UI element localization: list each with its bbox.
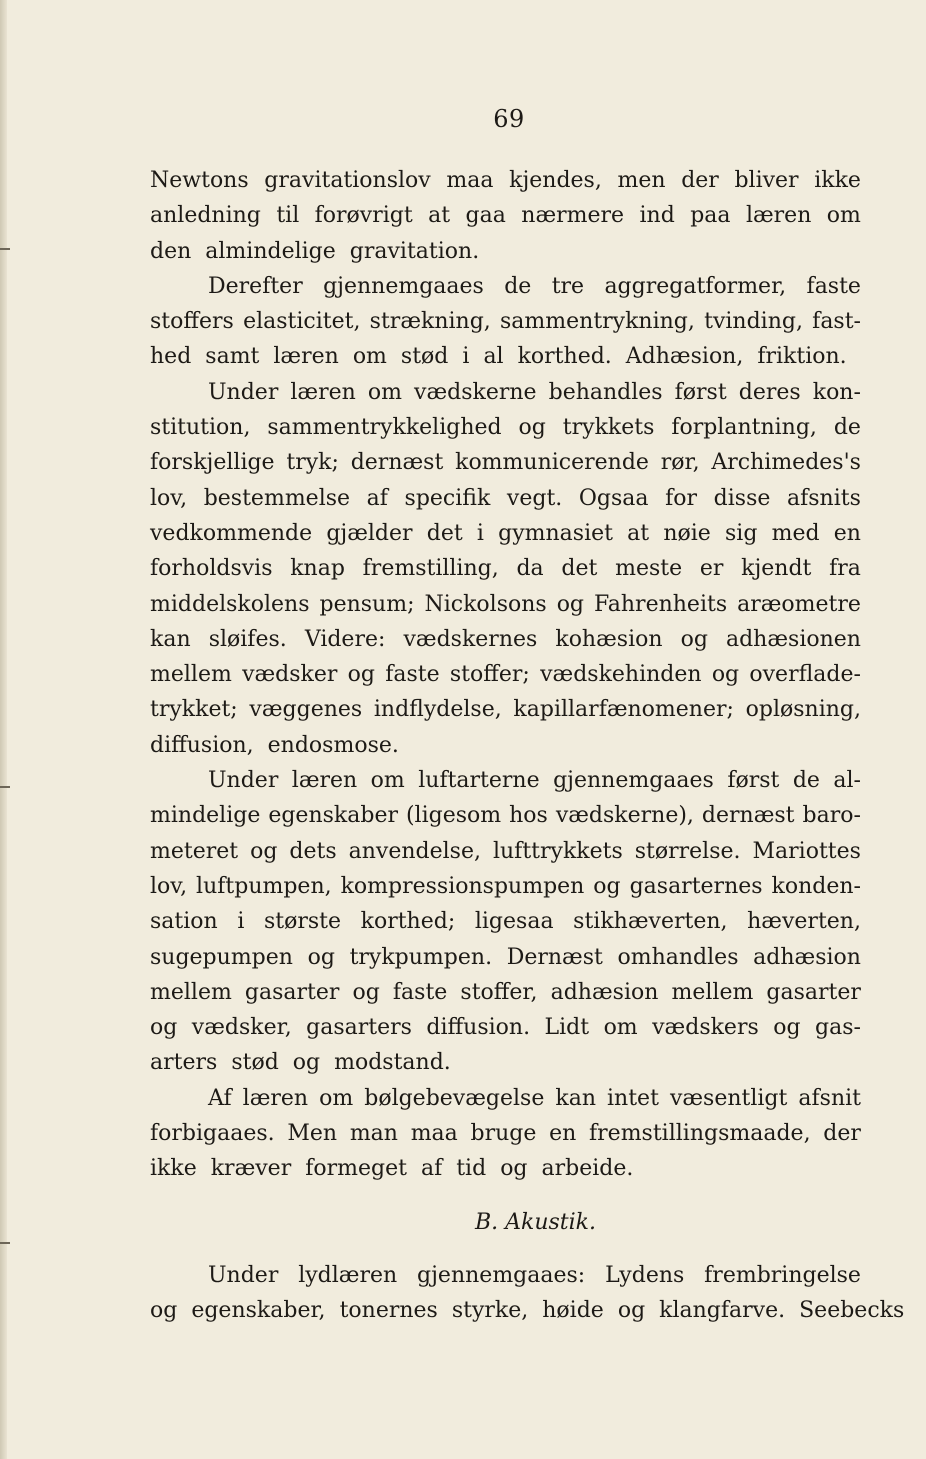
word: al- (833, 768, 861, 794)
text-line (150, 1258, 861, 1293)
word: forøvrigt (314, 203, 413, 229)
word: disse (713, 485, 771, 511)
word: gasarter (244, 979, 340, 1005)
word: først (727, 768, 780, 794)
word: og (593, 873, 621, 899)
word: gas- (815, 1015, 861, 1041)
word: gaa (465, 203, 506, 229)
word: mellem (150, 979, 232, 1005)
word: paa (690, 203, 731, 229)
word: Adhæsion, (625, 344, 744, 370)
word: forplantning, (671, 415, 817, 441)
word: bølgebevægelse (364, 1085, 545, 1111)
word: sammentrykkelighed (267, 415, 502, 441)
word: gasarters (306, 1015, 412, 1041)
word: læren (745, 203, 812, 229)
text-line (150, 904, 861, 939)
word: og (307, 944, 335, 970)
word: tvinding, (704, 309, 803, 335)
word: frembringelse (704, 1262, 861, 1288)
word: og (150, 1297, 178, 1323)
word: trykpumpen. (349, 944, 493, 970)
word: og (292, 1050, 321, 1076)
word: største (263, 909, 342, 935)
word: formeget (305, 1156, 407, 1182)
edge-mark (0, 786, 10, 788)
word: ligesaa (474, 909, 554, 935)
word: opløsning, (745, 697, 861, 723)
text-line (150, 1010, 861, 1045)
text-line (150, 375, 861, 410)
word: overflade- (749, 662, 861, 688)
word: knap (290, 556, 345, 582)
word: Men (287, 1121, 338, 1147)
word: adhæsionen (725, 626, 861, 652)
word: maa (410, 1121, 458, 1147)
word: intet (607, 1085, 659, 1111)
word: pensum; (319, 591, 415, 617)
word: aggregatformer, (604, 273, 787, 299)
text-line (150, 692, 861, 727)
word: og (617, 1297, 646, 1323)
word: væsentligt (669, 1085, 788, 1111)
word: stoffer, (460, 979, 538, 1005)
word: vædsker (242, 662, 338, 688)
word: da (516, 556, 544, 582)
word: om (370, 768, 405, 794)
text-line (150, 940, 861, 975)
word: vedkommende (150, 520, 313, 546)
word: den (150, 238, 192, 264)
word: tid (456, 1156, 487, 1182)
paragraph (150, 763, 861, 1081)
word: læren (290, 379, 356, 405)
word: lufttrykkets (492, 838, 623, 864)
paragraph (150, 375, 861, 763)
paragraph (150, 1081, 861, 1187)
word: kan (555, 1085, 596, 1111)
word: modstand. (334, 1050, 451, 1076)
word: og (347, 662, 375, 688)
word: af (366, 485, 388, 511)
word: Derefter (208, 273, 303, 299)
word: og (556, 591, 585, 617)
word: diffusion. (426, 1015, 531, 1041)
word: vædskers (652, 1015, 759, 1041)
paragraph (150, 163, 861, 269)
text-line (150, 269, 861, 304)
word: specifik (404, 485, 491, 511)
word: kon- (812, 379, 861, 405)
word: og (250, 838, 278, 864)
word: gravitation. (349, 238, 480, 264)
text-line (150, 198, 861, 233)
word: Newtons (150, 168, 249, 193)
section-heading: B. Akustik. (474, 1209, 597, 1235)
word: meteret (150, 838, 239, 864)
text-line (150, 728, 861, 763)
word: Fahrenheits (594, 591, 728, 617)
word: fast- (812, 309, 861, 335)
paragraph (150, 1258, 905, 1329)
word: en (549, 1121, 577, 1147)
edge-mark (0, 248, 10, 250)
word: faste (806, 273, 861, 299)
word: om (826, 203, 861, 229)
word: adhæsion (550, 979, 659, 1005)
word: trykket; (150, 697, 238, 723)
word: Videre: (304, 626, 386, 652)
word: gasarternes (629, 873, 763, 899)
edge-mark (0, 1242, 10, 1244)
word: mellem (671, 979, 754, 1005)
word: at (627, 520, 650, 546)
word: lov, (150, 485, 188, 511)
word: omhandles (617, 944, 739, 970)
word: kohæsion (555, 626, 663, 652)
word: sation (150, 909, 218, 935)
word: at (428, 203, 451, 229)
word: Dernæst (506, 944, 603, 970)
word: stød (231, 1050, 279, 1076)
word: samt (205, 344, 260, 370)
word: og (500, 1156, 528, 1182)
text-line (150, 1116, 861, 1151)
word: kjendt (741, 556, 812, 582)
word: lydlæren (298, 1262, 398, 1288)
word: (ligesom (405, 803, 502, 829)
word: afsnits (787, 485, 861, 511)
word: friktion. (757, 344, 847, 370)
word: gjennemgaaes (323, 273, 484, 299)
word: om (352, 344, 387, 370)
text-line (150, 1151, 861, 1186)
word: styrke, (451, 1297, 529, 1323)
word: i (476, 520, 484, 546)
word: forholdsvis (150, 556, 273, 582)
word: gjælder (326, 520, 413, 546)
word: adhæsion (753, 944, 861, 970)
word: man (349, 1121, 398, 1147)
text-line (150, 1045, 861, 1080)
word: klangfarve. (659, 1297, 786, 1323)
word: sig (725, 520, 758, 546)
word: sløifes. (208, 626, 287, 652)
word: almindelige (205, 238, 336, 264)
word: hos (509, 803, 548, 829)
word: en (833, 520, 861, 546)
word: tryk; (286, 450, 339, 476)
word: de (792, 768, 820, 794)
word: faste (385, 662, 440, 688)
word: fremstilling, (362, 556, 499, 582)
word: og (711, 662, 740, 688)
word: gymnasiet (498, 520, 613, 546)
text-line (150, 587, 861, 622)
word: af (420, 1156, 443, 1182)
word: aræometre (737, 591, 861, 617)
word: diffusion, (150, 732, 254, 758)
word: Seebecks (799, 1297, 905, 1323)
page-number: 69 (493, 105, 525, 133)
word: ikke (150, 1156, 197, 1182)
text-line (150, 975, 861, 1010)
word: afsnit (798, 1085, 861, 1111)
word: kræver (210, 1156, 292, 1182)
text-line (150, 481, 861, 516)
word: læren (242, 1085, 309, 1111)
word: fra (829, 556, 861, 582)
text-body (150, 163, 905, 1328)
paragraphs-container (150, 163, 861, 1187)
word: Af (208, 1085, 232, 1111)
text-line (150, 234, 861, 269)
word: og (518, 415, 546, 441)
word: arters (150, 1050, 218, 1076)
word: om (603, 1015, 638, 1041)
word: Nickolsons (424, 591, 547, 617)
word: tre (551, 273, 585, 299)
word: fremstillingsmaade, (589, 1121, 811, 1147)
word: de (833, 415, 861, 441)
text-line (150, 1293, 905, 1328)
word: sugepumpen (150, 944, 293, 970)
word: behandles (548, 379, 663, 405)
word: forbigaaes. (150, 1121, 275, 1147)
word: i (237, 909, 245, 935)
word: de (504, 273, 532, 299)
word: korthed. (517, 344, 612, 370)
word: Under (208, 1262, 279, 1288)
word: faste (392, 979, 448, 1005)
word: er (699, 556, 724, 582)
text-line (150, 304, 861, 339)
word: til (276, 203, 300, 229)
word: Ogsaa (578, 485, 649, 511)
word: kapillarfænomener; (513, 697, 734, 723)
word: bruge (470, 1121, 537, 1147)
word: dets (289, 838, 337, 864)
word: gjennemgaaes: (417, 1262, 586, 1288)
word: størrelse. (634, 838, 741, 864)
word: stød (400, 344, 449, 370)
word: Archimedes's (711, 450, 861, 476)
word: stoffers (150, 309, 234, 335)
section-paragraph-container (150, 1258, 905, 1329)
word: meste (615, 556, 683, 582)
word: gjennemgaaes (553, 768, 714, 794)
word: ind (639, 203, 675, 229)
word: luftarterne (418, 768, 540, 794)
word: baro- (802, 803, 861, 829)
word: det (426, 520, 463, 546)
word: anvendelse, (348, 838, 481, 864)
word: vædskerne (414, 379, 537, 405)
word: kjendes, (509, 168, 602, 193)
word: trykkets (562, 415, 655, 441)
word: middelskolens (150, 591, 310, 617)
word: først (674, 379, 727, 405)
word: egenskaber (268, 803, 398, 829)
text-line (150, 445, 861, 480)
word: kan (150, 626, 191, 652)
word: sammentrykning, (500, 309, 695, 335)
word: kommunicerende (455, 450, 649, 476)
word: nøie (663, 520, 711, 546)
word: hed (150, 344, 192, 370)
word: mindelige (150, 803, 261, 829)
word: gravitationslov (264, 168, 431, 193)
word: og (773, 1015, 801, 1041)
word: indflydelse, (373, 697, 502, 723)
word: det (561, 556, 598, 582)
word: korthed; (360, 909, 456, 935)
word: Mariottes (752, 838, 861, 864)
text-line (150, 657, 861, 692)
word: stikhæverten, (573, 909, 728, 935)
word: gasarter (766, 979, 861, 1005)
word: arbeide. (541, 1156, 634, 1182)
word: dernæst (701, 803, 795, 829)
word: stitution, (150, 415, 251, 441)
word: om (319, 1085, 354, 1111)
word: men (617, 168, 666, 193)
word: rør, (660, 450, 700, 476)
word: hæverten, (747, 909, 861, 935)
word: vædsker, (191, 1015, 292, 1041)
word: læren (273, 344, 339, 370)
word: og (680, 626, 708, 652)
word: luftpumpen, (196, 873, 332, 899)
text-line (150, 339, 861, 374)
word: og (150, 1015, 178, 1041)
word: ikke (814, 168, 861, 193)
word: væggenes (249, 697, 363, 723)
word: kompressionspumpen (340, 873, 585, 899)
text-line (150, 834, 861, 869)
word: al (483, 344, 504, 370)
word: Lydens (605, 1262, 685, 1288)
text-line (150, 551, 861, 586)
word: bliver (734, 168, 799, 193)
text-line (150, 622, 861, 657)
word: maa (446, 168, 494, 193)
word: egenskaber, (191, 1297, 326, 1323)
word: Under (208, 768, 279, 794)
word: konden- (771, 873, 861, 899)
word: mellem (150, 662, 232, 688)
word: vædskerne), (555, 803, 694, 829)
word: Under (208, 379, 279, 405)
paragraph (150, 269, 861, 375)
word: stoffer; (449, 662, 530, 688)
text-line (150, 869, 861, 904)
word: dernæst (350, 450, 444, 476)
word: nærmere (521, 203, 625, 229)
word: forskjellige (150, 450, 275, 476)
text-line (150, 410, 861, 445)
text-line (150, 798, 861, 833)
text-line (150, 163, 861, 198)
text-line (150, 763, 861, 798)
word: om (367, 379, 402, 405)
word: vædskernes (403, 626, 538, 652)
word: lov, (150, 873, 188, 899)
word: tonernes (339, 1297, 438, 1323)
word: elasticitet, (243, 309, 361, 335)
word: der (681, 168, 719, 193)
word: deres (738, 379, 801, 405)
page-edge (0, 0, 7, 1459)
word: Lidt (544, 1015, 590, 1041)
word: vegt. (506, 485, 563, 511)
text-line (150, 516, 861, 551)
word: endosmose. (267, 732, 399, 758)
text-line (150, 1081, 861, 1116)
word: og (352, 979, 380, 1005)
word: med (771, 520, 820, 546)
word: læren (291, 768, 358, 794)
word: strækning, (369, 309, 491, 335)
word: i (462, 344, 470, 370)
word: anledning (150, 203, 261, 229)
word: høide (542, 1297, 604, 1323)
word: for (665, 485, 698, 511)
word: der (823, 1121, 861, 1147)
word: vædskehinden (540, 662, 702, 688)
word: bestemmelse (203, 485, 351, 511)
